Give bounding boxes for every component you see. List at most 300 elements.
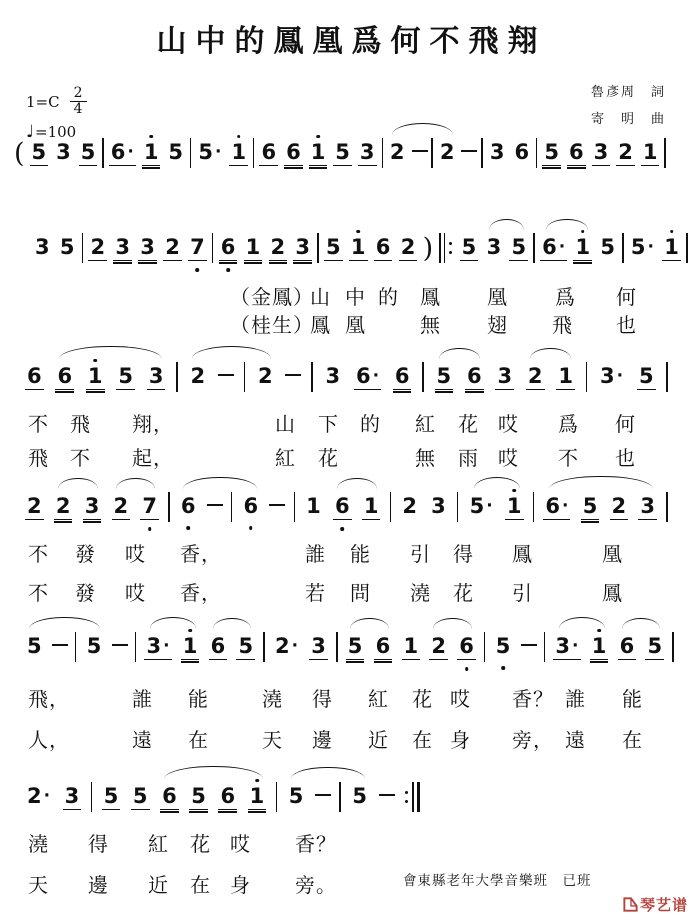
lyric-syllable: 旁。	[295, 875, 337, 897]
octave-dot-low	[148, 527, 152, 531]
augmentation-dot: ·	[215, 142, 222, 162]
lyric-line	[0, 724, 694, 752]
barline	[135, 632, 136, 662]
note: 6	[241, 495, 262, 519]
dash-line	[52, 644, 68, 646]
slur	[192, 346, 271, 359]
barline	[457, 492, 458, 522]
lyric-syllable: 無	[415, 448, 436, 470]
slur	[59, 346, 162, 359]
note: 5	[582, 493, 598, 518]
octave-dot-high	[670, 230, 674, 234]
augmentation-dot: ·	[572, 635, 579, 656]
time-signature	[70, 86, 87, 117]
lyric-syllable: 不	[558, 448, 579, 470]
duration-dash	[269, 504, 285, 510]
credits-block	[591, 78, 666, 132]
slur	[433, 618, 472, 629]
note: 5	[511, 234, 527, 259]
lyric-syllable: （金鳳）	[230, 287, 314, 309]
lyricist-credit: 魯彥周 詞	[590, 84, 666, 99]
slur	[337, 478, 377, 489]
slur	[489, 219, 524, 230]
lyric-syllable: 在	[188, 730, 209, 752]
note: 6	[178, 495, 199, 519]
lyric-syllable: 邊	[88, 875, 109, 897]
lyric-syllable: 哎	[498, 448, 519, 470]
barline	[382, 138, 383, 168]
octave-dot-low	[196, 268, 200, 272]
lyric-syllable: 翔，	[132, 414, 174, 436]
octave-dot-low	[465, 667, 469, 671]
octave-dot-high	[581, 230, 585, 234]
lyric-syllable: 近	[148, 875, 169, 897]
note: 6 ·	[545, 493, 569, 518]
song-title: 山中的鳳凰爲何不飛翔	[156, 24, 547, 59]
music-line	[32, 231, 688, 265]
lyric-syllable: 凰	[487, 287, 508, 309]
note: 3 ·	[555, 633, 579, 658]
barline	[666, 492, 667, 522]
note: 5	[600, 235, 615, 259]
barline	[91, 782, 92, 812]
open-paren: (	[14, 137, 25, 169]
barline	[622, 233, 623, 263]
note: 2	[190, 364, 206, 388]
note: 3	[35, 235, 50, 259]
note: 5 ·	[469, 494, 493, 518]
dash-line	[218, 374, 234, 376]
note: 1	[306, 494, 321, 518]
lyric-syllable: 花	[412, 689, 433, 711]
note: 6	[210, 633, 226, 658]
note: 3	[140, 234, 155, 259]
barline	[276, 782, 277, 812]
lyric-syllable: 哎	[125, 583, 146, 605]
lyric-line	[0, 577, 694, 605]
note: 3	[593, 139, 609, 164]
note: 1	[642, 139, 658, 164]
note: 2 ·	[274, 634, 299, 658]
augmentation-dot: ·	[486, 496, 493, 516]
barline	[168, 492, 169, 522]
key-signature: 1=C	[26, 92, 60, 111]
time-signature-numerator: 2	[70, 86, 87, 102]
octave-dot-high	[188, 629, 192, 633]
lyric-syllable: 遠	[132, 730, 153, 752]
augmentation-dot: ·	[163, 635, 170, 656]
lyric-syllable: 在	[412, 730, 433, 752]
octave-dot-low	[341, 527, 345, 531]
repeat-begin-sign	[437, 233, 454, 263]
barline	[75, 632, 76, 662]
octave-dot-high	[93, 359, 97, 363]
note: 1	[589, 635, 610, 660]
note: 5	[352, 784, 367, 808]
augmentation-dot: ·	[291, 636, 299, 656]
note: 3	[486, 235, 502, 259]
lyric-syllable: 下	[318, 414, 339, 436]
barline	[672, 632, 673, 662]
augmentation-dot: ·	[43, 786, 51, 806]
lyric-syllable: 哎	[498, 414, 519, 436]
lyric-syllable: 身	[450, 730, 471, 752]
note: 5 ·	[198, 140, 222, 164]
note: 5	[325, 234, 341, 259]
octave-dot-low	[186, 526, 190, 530]
lyric-syllable: 花	[318, 448, 339, 470]
lyric-syllable: 飛	[70, 414, 91, 436]
lyric-syllable: 哎	[450, 689, 471, 711]
note: 3 ·	[600, 364, 624, 388]
note: 6	[466, 363, 482, 388]
lyric-syllable: 發	[75, 583, 96, 605]
note: 3 ·	[146, 633, 170, 658]
lyric-syllable: 邊	[312, 730, 333, 752]
note: 5	[103, 783, 119, 808]
note: 5	[59, 235, 75, 259]
barline	[666, 362, 667, 392]
lyric-line	[0, 828, 694, 856]
lyric-line	[0, 538, 694, 566]
slur	[150, 617, 196, 629]
barline	[244, 362, 245, 392]
note: 6	[619, 633, 635, 658]
lyric-syllable: 哎	[125, 544, 146, 566]
barline	[686, 233, 687, 263]
qinyipu-logo-icon	[622, 896, 639, 913]
note: 5 ·	[630, 235, 655, 259]
note: 2	[389, 140, 405, 164]
lyric-syllable: 香，	[180, 583, 222, 605]
note: 5	[436, 363, 452, 388]
note: 6	[332, 495, 353, 520]
lyric-syllable: 能	[188, 689, 209, 711]
octave-dot-low	[226, 268, 230, 272]
note: 1	[504, 495, 525, 520]
note: 2	[611, 493, 627, 518]
note: 6 ·	[542, 234, 566, 259]
note: 1	[348, 236, 369, 261]
octave-dot-high	[356, 230, 360, 234]
lyric-syllable: 何	[616, 287, 637, 309]
note: 7	[139, 495, 160, 520]
barline	[533, 233, 534, 263]
dash-line	[412, 150, 428, 152]
lyric-syllable: 飛	[28, 448, 49, 470]
lyric-syllable: 在	[190, 875, 211, 897]
note: 5	[461, 234, 477, 259]
lyric-syllable: 花	[458, 414, 479, 436]
lyric-syllable: 也	[615, 448, 636, 470]
tempo-value: =100	[35, 123, 77, 141]
lyric-syllable: 山	[310, 287, 331, 309]
note: 2	[431, 633, 446, 658]
note: 5	[191, 783, 206, 808]
note: 6	[394, 363, 410, 388]
note: 5	[288, 784, 304, 808]
note: 2	[165, 234, 180, 259]
quarter-note-icon: ♩	[26, 122, 35, 142]
slur	[530, 348, 571, 359]
lyric-syllable: 香？	[295, 834, 337, 856]
lyric-syllable: 引	[512, 583, 533, 605]
note: 5	[493, 635, 514, 659]
note: 5	[31, 139, 47, 164]
note: 2	[113, 493, 129, 518]
lyric-syllable: 無	[420, 315, 441, 337]
dash-line	[315, 794, 331, 796]
note: 3	[359, 139, 375, 164]
lyric-syllable: 何	[615, 414, 636, 436]
dash-line	[285, 374, 301, 376]
lyric-line	[0, 683, 694, 711]
lyric-syllable: 澆	[262, 689, 283, 711]
barline	[544, 632, 545, 662]
lyric-syllable: 得	[88, 834, 109, 856]
note: 7	[187, 236, 208, 261]
duration-dash	[521, 644, 537, 650]
lyric-syllable: 旁，	[512, 730, 554, 752]
barline	[339, 782, 340, 812]
lyric-syllable: 人，	[28, 730, 70, 752]
note: 1	[180, 635, 201, 660]
octave-dot-high	[316, 135, 320, 139]
lyric-syllable: 在	[622, 730, 643, 752]
lyric-syllable: 飛，	[28, 689, 70, 711]
slur	[474, 477, 520, 489]
lyric-syllable: 不	[28, 544, 49, 566]
lyric-line	[0, 408, 694, 436]
ensemble-credit: 會東縣老年大學音樂班 已班	[403, 873, 592, 888]
note: 5	[80, 139, 96, 164]
lyric-syllable: 身	[230, 875, 251, 897]
dash-line	[207, 504, 223, 506]
slur	[350, 618, 389, 629]
augmentation-dot: ·	[127, 141, 134, 162]
slur	[622, 618, 660, 629]
lyric-syllable: 爲	[558, 414, 579, 436]
barline	[231, 492, 232, 522]
barline	[390, 492, 391, 522]
note: 5	[86, 634, 102, 658]
note: 6	[514, 140, 530, 164]
augmentation-dot: ·	[558, 236, 566, 257]
slur	[164, 766, 263, 779]
time-signature-denominator: 4	[73, 101, 83, 117]
lyric-syllable: 天	[262, 730, 283, 752]
music-line	[24, 630, 674, 664]
note: 1	[245, 234, 261, 259]
note: 3	[497, 363, 513, 388]
lyric-syllable: 的	[378, 287, 399, 309]
note: 6	[375, 234, 391, 259]
lyric-syllable: 翅	[487, 315, 508, 337]
augmentation-dot: ·	[616, 366, 624, 386]
duration-dash	[218, 374, 234, 380]
note: 1	[228, 141, 249, 166]
note: 5	[647, 633, 663, 658]
note: 1	[661, 236, 682, 261]
music-line	[24, 490, 668, 524]
note: 6	[375, 633, 391, 658]
lyric-line	[0, 309, 694, 337]
barline	[263, 632, 264, 662]
lyric-syllable: （桂生）	[230, 315, 314, 337]
note: 3	[56, 140, 71, 164]
note: 3	[431, 494, 446, 518]
lyric-syllable: 澆	[410, 583, 431, 605]
lyric-syllable: 鳳	[420, 287, 441, 309]
lyric-syllable: 不	[70, 448, 91, 470]
barline	[176, 362, 177, 392]
slur	[439, 348, 480, 359]
lyric-syllable: 的	[360, 414, 381, 436]
composer-credit: 寄 明 曲	[590, 111, 666, 126]
note: 5	[118, 363, 133, 388]
octave-dot-high	[255, 779, 259, 783]
augmentation-dot: ·	[562, 495, 569, 516]
note: 3	[489, 140, 505, 164]
note: 5	[238, 633, 254, 658]
slur	[392, 123, 453, 135]
barline	[533, 492, 534, 522]
note: 3	[115, 234, 131, 259]
note: 6	[57, 363, 73, 388]
note: 1	[363, 493, 379, 518]
slur	[183, 477, 257, 489]
note: 2	[400, 234, 416, 259]
note: 5	[27, 634, 42, 658]
slur	[291, 767, 365, 779]
note: 2	[27, 493, 42, 518]
lyric-syllable: 凰	[602, 544, 623, 566]
note: 2	[402, 494, 417, 518]
note: 2	[270, 234, 286, 259]
note: 6	[569, 139, 584, 164]
lyric-syllable: 香？	[512, 689, 554, 711]
note: 2	[527, 363, 543, 388]
lyric-syllable: 山	[275, 414, 296, 436]
lyric-syllable: 紅	[415, 414, 436, 436]
note: 2	[257, 364, 273, 388]
lyric-syllable: 凰	[345, 315, 366, 337]
lyric-syllable: 得	[312, 689, 333, 711]
lyric-syllable: 誰	[565, 689, 586, 711]
octave-dot-high	[237, 135, 241, 139]
lyric-syllable: 飛	[552, 315, 573, 337]
note: 6	[220, 783, 236, 808]
lyric-syllable: 誰	[305, 544, 326, 566]
key-signature-block	[26, 86, 87, 142]
note: 6	[261, 139, 277, 164]
duration-dash	[412, 150, 428, 156]
lyric-syllable: 爲	[555, 287, 576, 309]
note: 5	[132, 783, 148, 808]
note: 3	[295, 234, 311, 259]
barline	[481, 138, 482, 168]
lyric-syllable: 鳳	[310, 315, 331, 337]
barline	[422, 362, 423, 392]
lyric-syllable: 也	[616, 315, 637, 337]
augmentation-dot: ·	[372, 365, 380, 386]
note: 3	[84, 493, 100, 518]
lyric-syllable: 引	[410, 544, 431, 566]
note: 1	[572, 236, 593, 261]
lyric-syllable: 得	[453, 544, 474, 566]
slur	[549, 476, 653, 489]
lyric-syllable: 雨	[458, 448, 479, 470]
note: 6 ·	[110, 139, 134, 164]
dash-line	[269, 504, 285, 506]
barline	[484, 632, 485, 662]
note: 5	[335, 139, 350, 164]
slur	[559, 617, 605, 629]
note: 6	[162, 783, 177, 808]
augmentation-dot: ·	[647, 237, 655, 257]
lyric-syllable: 花	[190, 834, 211, 856]
note: 3	[325, 364, 341, 388]
lyric-syllable: 發	[75, 544, 96, 566]
lyric-syllable: 澆	[28, 834, 49, 856]
lyric-syllable: 能	[350, 544, 371, 566]
barline	[431, 138, 432, 168]
lyric-syllable: 紅	[275, 448, 296, 470]
note: 5	[544, 139, 560, 164]
watermark-logo-text: 琴艺谱	[639, 898, 688, 914]
duration-dash	[112, 644, 128, 650]
note: 3	[640, 493, 655, 518]
note: 1	[308, 141, 329, 166]
lyric-syllable: 遠	[565, 730, 586, 752]
duration-dash	[52, 644, 68, 650]
barline	[212, 233, 213, 263]
lyric-syllable: 近	[368, 730, 389, 752]
watermark-logo	[622, 894, 688, 915]
dash-line	[112, 644, 128, 646]
note: 5	[168, 140, 184, 164]
lyric-syllable: 紅	[368, 689, 389, 711]
octave-dot-low	[249, 526, 253, 530]
dash-line	[379, 794, 395, 796]
slur	[29, 617, 100, 629]
note: 6 ·	[355, 363, 380, 388]
close-paren: )	[422, 232, 434, 264]
note: 3	[148, 363, 164, 388]
lyric-syllable: 不	[28, 414, 49, 436]
slur	[546, 219, 588, 230]
note: 1	[85, 365, 106, 390]
lyric-syllable: 中	[345, 287, 366, 309]
octave-dot-high	[149, 135, 153, 139]
music-line	[14, 136, 666, 170]
lyric-syllable: 若	[305, 583, 326, 605]
barline	[664, 138, 665, 168]
note: 2	[90, 234, 106, 259]
lyric-syllable: 天	[28, 875, 49, 897]
barline	[311, 362, 312, 392]
barline	[586, 362, 587, 392]
duration-dash	[379, 794, 395, 800]
note: 6	[218, 236, 239, 261]
octave-dot-high	[597, 629, 601, 633]
lyric-syllable: 哎	[230, 834, 251, 856]
note: 2 ·	[27, 784, 51, 808]
note: 1	[247, 785, 268, 810]
barline	[82, 233, 83, 263]
note: 1	[558, 363, 573, 388]
note: 3	[311, 633, 326, 658]
